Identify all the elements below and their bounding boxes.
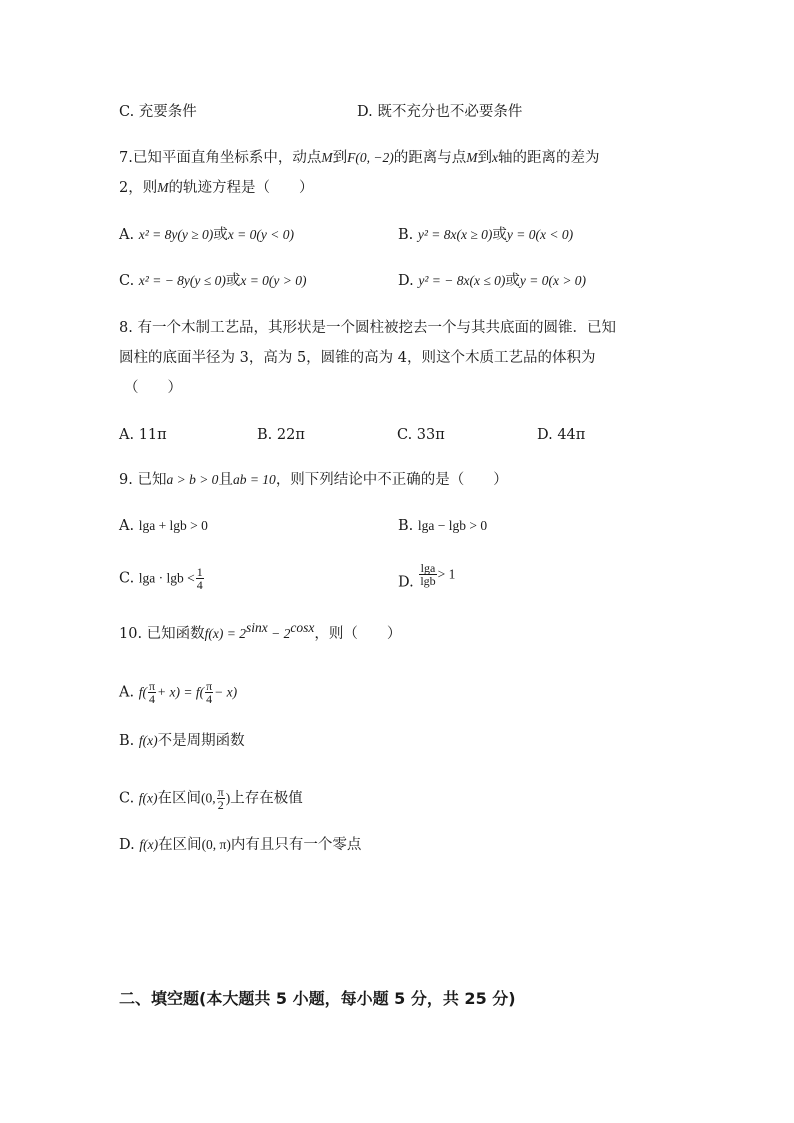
q7-d-eq2: y = 0(x > 0) [519, 273, 587, 288]
q7-text: 的距离与点 [393, 150, 467, 166]
q7-d-or: 或 [505, 273, 520, 289]
q10-c-text: 在区间 [157, 790, 202, 807]
q10-a-fraction2 [205, 680, 213, 705]
q9-text: 9. 已知 [119, 472, 167, 488]
q9-text: 且 [218, 472, 233, 488]
q10-func-minus: − 2 [267, 626, 291, 641]
q7-option-a [119, 225, 294, 245]
q7-b-eq1: y² = 8x(x ≥ 0) [417, 227, 493, 242]
q8-option-a: A. 11π [119, 427, 167, 443]
option-label: A. [119, 518, 135, 534]
q10-c-func: f(x) [138, 790, 158, 806]
q9-d-fraction [419, 562, 436, 587]
q10-c-fraction [217, 786, 225, 811]
q10-option-d [119, 835, 361, 855]
q7-c-or: 或 [225, 273, 241, 289]
q6-option-d: D. 既不充分也不必要条件 [357, 104, 523, 120]
q7-a-or: 或 [213, 227, 228, 243]
q10-d-text: 内有且只有一个零点 [230, 837, 362, 853]
fraction-denominator: 2 [217, 798, 224, 812]
fraction-numerator: π [217, 785, 224, 799]
fraction-denominator: 4 [148, 692, 155, 706]
fraction-numerator: 1 [196, 565, 203, 579]
q10-option-a [119, 680, 237, 705]
q9-c-fraction [196, 566, 204, 591]
q7-text: 轴的距离的差为 [497, 150, 600, 166]
q7-stem-line2 [119, 178, 313, 198]
q7-d-eq1: y² = − 8x(x ≤ 0) [418, 273, 506, 288]
q10-option-b [119, 731, 245, 751]
q7-var-m: M [321, 150, 333, 165]
q8-stem-line1: 8. 有一个木制工艺品，其形状是一个圆柱被挖去一个与其共底面的圆锥．已知 [119, 320, 616, 336]
q7-option-b [398, 225, 573, 245]
q7-b-eq2: y = 0(x < 0) [506, 227, 574, 242]
q9-a-expr: lga + lgb > 0 [138, 518, 208, 533]
q8-stem-line2: 圆柱的底面半径为 3，高为 5，圆锥的高为 4，则这个木质工艺品的体积为 [119, 350, 596, 366]
fraction-denominator: 4 [196, 578, 203, 592]
q10-option-c [119, 786, 303, 811]
q8-option-b: B. 22π [257, 427, 305, 443]
option-label: B. [119, 733, 135, 749]
option-label: B. [398, 518, 414, 534]
q7-var-x: x [491, 150, 498, 165]
option-label: A. [119, 227, 135, 243]
q9-text: ，则下列结论中不正确的是（ ） [275, 472, 508, 488]
q9-option-b [398, 516, 487, 536]
option-label: A. [119, 684, 135, 701]
q9-option-a [119, 516, 208, 536]
q8-option-c: C. 33π [397, 427, 445, 443]
q7-var-m: M [466, 150, 478, 165]
q7-text: 到 [477, 150, 492, 166]
q7-option-d [398, 271, 586, 291]
q9-option-d [398, 562, 455, 593]
q7-b-or: 或 [492, 227, 507, 243]
q10-text: ，则（ ） [314, 626, 402, 642]
section-heading: 二、填空题(本大题共 5 小题，每小题 5 分，共 25 分) [119, 989, 516, 1008]
q10-d-text: 在区间 [158, 837, 202, 853]
q10-d-func: f(x) [139, 837, 159, 852]
q7-a-eq2: x = 0(y < 0) [227, 227, 294, 242]
fraction-numerator: π [206, 679, 213, 693]
option-label: C. [119, 570, 135, 587]
q7-c-eq1: x² = − 8y(y ≤ 0) [138, 273, 226, 288]
q10-a-part: f( [138, 684, 147, 700]
q8-stem-line3: （ ） [124, 380, 182, 396]
q10-c-interval: (0, [201, 790, 216, 806]
q9-b-expr: lga − lgb > 0 [417, 518, 488, 533]
q10-d-interval: (0, π) [201, 837, 231, 852]
fraction-denominator: 4 [206, 692, 213, 706]
q10-func: f(x) = 2 [204, 626, 247, 641]
fraction-numerator: lga [420, 561, 436, 575]
q7-stem-line1 [119, 148, 599, 168]
q10-exponent-sin: sinx [246, 620, 268, 635]
option-label: D. [398, 574, 414, 591]
q10-a-fraction [148, 680, 156, 705]
q6-option-c: C. 充要条件 [119, 104, 197, 120]
q7-point-f: F(0, −2) [347, 150, 394, 165]
option-label: C. [119, 790, 135, 807]
q9-stem [119, 470, 508, 490]
q10-b-text: 不是周期函数 [157, 733, 245, 749]
q10-c-interval-end: ) [225, 790, 231, 806]
q9-d-rest: > 1 [437, 566, 456, 582]
q9-option-c [119, 566, 205, 591]
option-label: D. [119, 837, 135, 853]
q10-text: 10. 已知函数 [119, 626, 205, 642]
q9-c-expr: lga · lgb < [138, 570, 195, 586]
option-label: D. [398, 273, 414, 289]
q10-b-func: f(x) [138, 733, 158, 748]
option-label: B. [398, 227, 414, 243]
fraction-denominator: lgb [420, 574, 436, 588]
q7-var-m: M [157, 180, 169, 195]
q7-text: 到 [332, 150, 348, 166]
q7-text: 7.已知平面直角坐标系中，动点 [119, 150, 322, 166]
q10-stem [119, 620, 402, 644]
q7-a-eq1: x² = 8y(y ≥ 0) [138, 227, 214, 242]
q10-a-part: − x) [214, 684, 238, 700]
q7-c-eq2: x = 0(y > 0) [240, 273, 307, 288]
option-label: C. [119, 273, 135, 289]
q10-exponent-cos: cosx [290, 620, 315, 635]
q7-text: 2，则 [119, 180, 158, 196]
fraction-numerator: π [148, 679, 156, 693]
q9-cond1: a > b > 0 [166, 472, 219, 487]
q8-option-d: D. 44π [537, 427, 586, 443]
q7-text: 的轨迹方程是（ ） [168, 180, 314, 196]
q10-a-part: + x) = f( [157, 684, 205, 700]
q7-option-c [119, 271, 307, 291]
q9-cond2: ab = 10 [232, 472, 276, 487]
q10-c-text: 上存在极值 [230, 790, 303, 807]
